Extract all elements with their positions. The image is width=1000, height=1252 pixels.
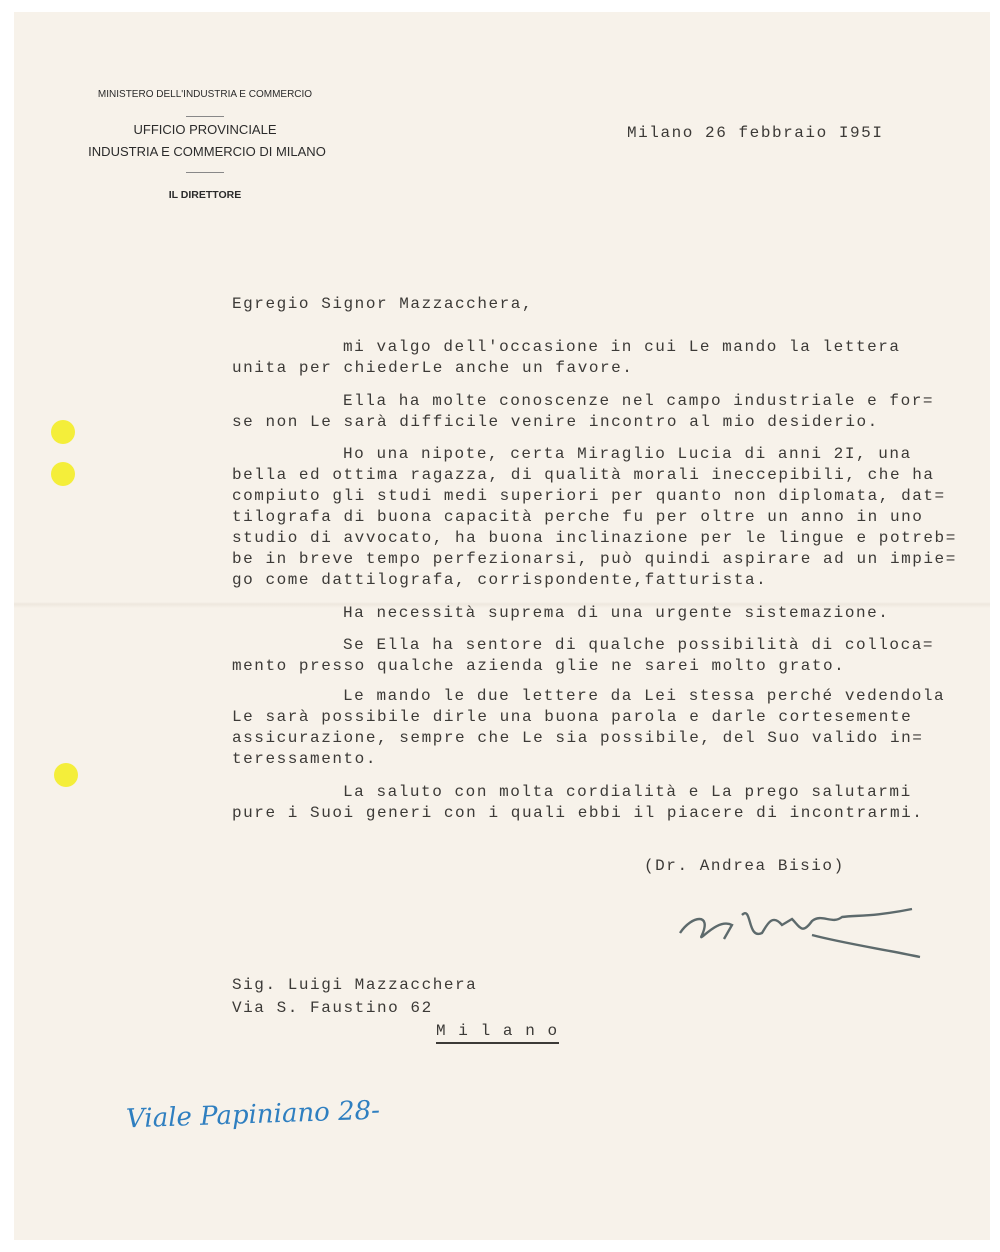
- letterhead-divider: [186, 172, 224, 173]
- body-line: pure i Suoi generi con i quali ebbi il piacere di incontrarmi.: [232, 804, 924, 822]
- body-line: unita per chiederLe anche un favore.: [232, 359, 634, 377]
- yellow-sticker-dot: [51, 462, 75, 486]
- body-line: compiuto gli studi medi superiori per quanto non diplomata, dat=: [232, 487, 946, 505]
- body-line: tilografa di buona capacità perche fu per oltre un anno in uno: [232, 508, 924, 526]
- recipient-city: M i l a n o: [436, 1022, 559, 1044]
- body-line: bella ed ottima ragazza, di qualità morali ineccepibili, che ha: [232, 466, 935, 484]
- body-line: be in breve tempo perfezionarsi, può quindi aspirare ad un impie=: [232, 550, 957, 568]
- recipient-name: Sig. Luigi Mazzacchera: [232, 976, 478, 994]
- letterhead-role: IL DIRETTORE: [168, 189, 242, 201]
- body-line: Le mando le due lettere da Lei stessa perché vedendola: [343, 687, 946, 705]
- body-line: go come dattilografa, corrispondente,fatturista.: [232, 571, 768, 589]
- recipient-street: Via S. Faustino 62: [232, 999, 433, 1017]
- yellow-sticker-dot: [54, 763, 78, 787]
- letterhead-divider: [186, 116, 224, 117]
- body-line: Ha necessità suprema di una urgente sistemazione.: [343, 604, 890, 622]
- letter-page: [14, 12, 990, 1240]
- body-line: teressamento.: [232, 750, 377, 768]
- letter-date: Milano 26 febbraio I95I: [627, 124, 884, 142]
- body-line: assicurazione, sempre che Le sia possibile, del Suo valido in=: [232, 729, 924, 747]
- handwritten-signature: [672, 895, 927, 965]
- body-line: mi valgo dell'occasione in cui Le mando la lettera: [343, 338, 901, 356]
- body-line: studio di avvocato, ha buona inclinazione per le lingue e potreb=: [232, 529, 957, 547]
- handwritten-address-note: Viale Papiniano 28-: [125, 1095, 381, 1135]
- body-line: Ella ha molte conoscenze nel campo industriale e for=: [343, 392, 935, 410]
- body-line: se non Le sarà difficile venire incontro al mio desiderio.: [232, 413, 879, 431]
- yellow-sticker-dot: [51, 420, 75, 444]
- letterhead-office-city: INDUSTRIA E COMMERCIO DI MILANO: [88, 144, 326, 159]
- letterhead-ministry: MINISTERO DELL'INDUSTRIA E COMMERCIO: [97, 89, 313, 100]
- signatory-name: (Dr. Andrea Bisio): [644, 857, 845, 875]
- salutation: Egregio Signor Mazzacchera,: [232, 295, 534, 313]
- body-line: Le sarà possibile dirle una buona parola e darle cortesemente: [232, 708, 913, 726]
- body-line: mento presso qualche azienda glie ne sarei molto grato.: [232, 657, 846, 675]
- body-line: La saluto con molta cordialità e La prego salutarmi: [343, 783, 912, 801]
- body-line: Ho una nipote, certa Miraglio Lucia di anni 2I, una: [343, 445, 912, 463]
- body-line: Se Ella ha sentore di qualche possibilità di colloca=: [343, 636, 935, 654]
- letterhead-office: UFFICIO PROVINCIALE: [133, 122, 277, 137]
